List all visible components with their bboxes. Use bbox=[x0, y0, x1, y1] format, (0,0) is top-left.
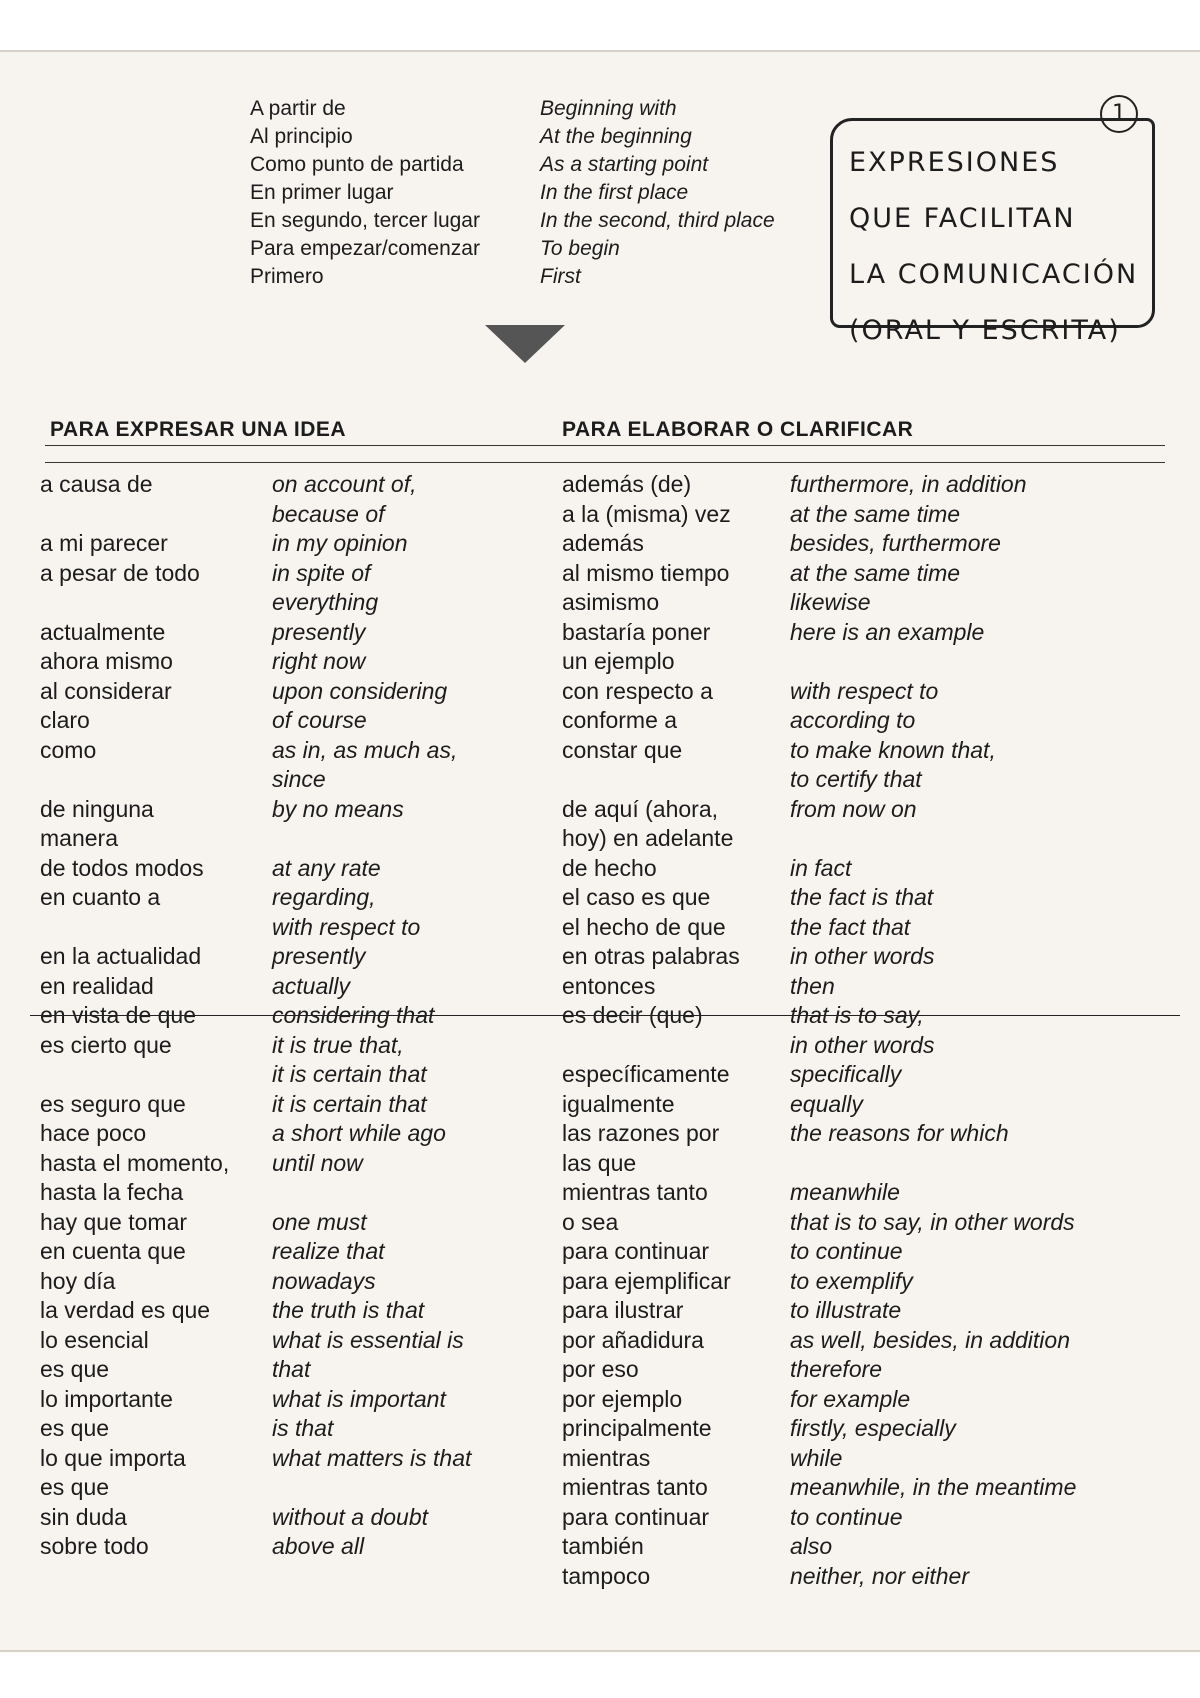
phrase-es bbox=[40, 765, 229, 795]
phrase-en: regarding, bbox=[272, 884, 376, 910]
phrase-es: hace poco bbox=[40, 1120, 147, 1146]
phrase-en: from now on bbox=[790, 795, 917, 822]
phrase-es: conforme a bbox=[562, 707, 678, 733]
phrase-en: while bbox=[790, 1444, 843, 1471]
phrase-en: for example bbox=[790, 1385, 911, 1412]
phrase-en: besides, furthermore bbox=[790, 530, 1001, 556]
phrase-en: a short while ago bbox=[272, 1120, 446, 1146]
phrase-en: because of bbox=[272, 500, 385, 527]
phrase-en: what is important bbox=[272, 1385, 446, 1412]
phrase-es: al considerar bbox=[40, 677, 172, 704]
phrase-en: equally bbox=[790, 1090, 863, 1117]
phrase-es: es que bbox=[40, 1356, 110, 1382]
phrase-en: in other words bbox=[790, 943, 935, 969]
heading-expresar: PARA EXPRESAR UNA IDEA bbox=[50, 418, 347, 441]
intro-english-column bbox=[540, 95, 840, 291]
phrase-es: a la (misma) vez bbox=[562, 500, 731, 527]
phrase-es: constar que bbox=[562, 736, 683, 763]
phrase-es: hasta el momento, bbox=[40, 1149, 230, 1176]
phrase-es: para ilustrar bbox=[562, 1297, 684, 1323]
phrase-en: is that bbox=[272, 1415, 334, 1441]
phrase-es: o sea bbox=[562, 1208, 619, 1235]
phrase-en: the reasons for which bbox=[790, 1120, 1009, 1146]
phrase-es: es decir (que) bbox=[562, 1002, 703, 1028]
intro-phrase-es: Para empezar/comenzar bbox=[250, 237, 480, 260]
phrase-en bbox=[790, 647, 1076, 677]
phrase-en: one must bbox=[272, 1208, 367, 1235]
intro-phrase-en: As a starting point bbox=[540, 153, 709, 176]
phrase-en: to continue bbox=[790, 1238, 903, 1264]
phrase-es bbox=[40, 500, 229, 530]
phrase-es: al mismo tiempo bbox=[562, 559, 730, 586]
phrase-es: igualmente bbox=[562, 1090, 675, 1117]
intro-phrase-en: At the beginning bbox=[540, 125, 692, 148]
phrase-es: entonces bbox=[562, 972, 656, 999]
phrase-en: to illustrate bbox=[790, 1297, 902, 1323]
phrase-en bbox=[272, 1178, 471, 1208]
phrase-es: principalmente bbox=[562, 1415, 712, 1441]
title-line: LA COMUNICACIÓN bbox=[849, 259, 1139, 290]
phrase-en: actually bbox=[272, 972, 350, 999]
phrase-es: mientras tanto bbox=[562, 1474, 708, 1500]
phrase-es: hay que tomar bbox=[40, 1208, 188, 1235]
phrase-en: at the same time bbox=[790, 500, 961, 527]
title-line: (ORAL Y ESCRITA) bbox=[849, 315, 1121, 346]
phrase-es: sobre todo bbox=[40, 1533, 149, 1559]
intro-phrase-es: A partir de bbox=[250, 97, 346, 120]
intro-spanish-column bbox=[250, 95, 530, 291]
intro-phrase-en: Beginning with bbox=[540, 97, 677, 120]
phrase-en: here is an example bbox=[790, 618, 985, 645]
phrase-en: according to bbox=[790, 707, 916, 733]
phrase-es: de ninguna bbox=[40, 795, 154, 822]
phrase-es: en vista de que bbox=[40, 1002, 197, 1028]
intro-phrase-en: To begin bbox=[540, 237, 620, 260]
phrase-es: de aquí (ahora, bbox=[562, 795, 719, 822]
phrase-es: en realidad bbox=[40, 972, 154, 999]
phrase-es: para continuar bbox=[562, 1503, 710, 1530]
phrase-en: in my opinion bbox=[272, 530, 408, 556]
phrase-en: the fact is that bbox=[790, 884, 934, 910]
phrase-en: considering that bbox=[272, 1002, 435, 1028]
phrase-es: ahora mismo bbox=[40, 648, 173, 674]
phrase-es: mientras bbox=[562, 1444, 651, 1471]
phrase-en: specifically bbox=[790, 1061, 902, 1087]
elaborar-english-column bbox=[790, 470, 1076, 1591]
phrase-es: específicamente bbox=[562, 1061, 730, 1087]
phrase-es bbox=[40, 588, 229, 618]
heading-rule bbox=[45, 445, 1165, 446]
page-number: 1 bbox=[1100, 95, 1138, 133]
handwritten-title-box bbox=[830, 118, 1155, 346]
phrase-en: the fact that bbox=[790, 913, 911, 940]
phrase-es: para continuar bbox=[562, 1238, 710, 1264]
phrase-es: la verdad es que bbox=[40, 1297, 211, 1323]
phrase-es bbox=[40, 913, 229, 943]
intro-phrase-en: In the first place bbox=[540, 181, 689, 204]
phrase-es: además (de) bbox=[562, 471, 692, 497]
phrase-en: presently bbox=[272, 943, 366, 969]
phrase-es: también bbox=[562, 1533, 644, 1559]
phrase-en: that is to say, in other words bbox=[790, 1208, 1075, 1235]
phrase-en: as in, as much as, bbox=[272, 736, 458, 763]
phrase-en: likewise bbox=[790, 589, 871, 615]
phrase-en: with respect to bbox=[272, 913, 421, 940]
phrase-en: in spite of bbox=[272, 559, 371, 586]
phrase-en: everything bbox=[272, 589, 379, 615]
phrase-es: de todos modos bbox=[40, 854, 204, 881]
phrase-en: it is certain that bbox=[272, 1090, 427, 1117]
phrase-en: then bbox=[790, 972, 835, 999]
phrase-es: claro bbox=[40, 707, 90, 733]
phrase-es: asimismo bbox=[562, 589, 660, 615]
phrase-es: un ejemplo bbox=[562, 648, 675, 674]
phrase-es bbox=[562, 765, 740, 795]
phrase-es: en la actualidad bbox=[40, 943, 202, 969]
phrase-en: upon considering bbox=[272, 677, 448, 704]
phrase-en bbox=[272, 824, 471, 854]
phrase-es: a pesar de todo bbox=[40, 559, 200, 586]
phrase-es: hasta la fecha bbox=[40, 1179, 184, 1205]
phrase-en: meanwhile, in the meantime bbox=[790, 1474, 1077, 1500]
phrase-es: manera bbox=[40, 825, 118, 851]
phrase-en: meanwhile bbox=[790, 1179, 900, 1205]
phrase-es: por ejemplo bbox=[562, 1385, 683, 1412]
phrase-es: de hecho bbox=[562, 854, 657, 881]
phrase-en: right now bbox=[272, 648, 366, 674]
phrase-es: es que bbox=[40, 1474, 110, 1500]
phrase-en: neither, nor either bbox=[790, 1562, 970, 1589]
intro-phrase-es: Al principio bbox=[250, 125, 353, 148]
phrase-es: tampoco bbox=[562, 1562, 651, 1589]
phrase-es: a causa de bbox=[40, 471, 153, 497]
phrase-es: hoy) en adelante bbox=[562, 825, 734, 851]
phrase-en: at any rate bbox=[272, 854, 381, 881]
intro-phrase-es: En primer lugar bbox=[250, 181, 394, 204]
phrase-es: bastaría poner bbox=[562, 618, 711, 645]
intro-phrase-es: En segundo, tercer lugar bbox=[250, 209, 480, 232]
phrase-es: es cierto que bbox=[40, 1031, 172, 1058]
phrase-en: the truth is that bbox=[272, 1297, 425, 1323]
phrase-en: that bbox=[272, 1356, 311, 1382]
phrase-es: el hecho de que bbox=[562, 913, 726, 940]
phrase-en: firstly, especially bbox=[790, 1415, 956, 1441]
phrase-en: by no means bbox=[272, 795, 404, 822]
title-line: EXPRESIONES bbox=[849, 147, 1060, 178]
phrase-en: as well, besides, in addition bbox=[790, 1326, 1070, 1353]
phrase-es: las que bbox=[562, 1149, 637, 1176]
phrase-en bbox=[790, 824, 1076, 854]
phrase-en: with respect to bbox=[790, 677, 939, 704]
phrase-en: in other words bbox=[790, 1031, 935, 1058]
phrase-en: in fact bbox=[790, 854, 852, 881]
phrase-es: el caso es que bbox=[562, 884, 711, 910]
heading-rule-lower bbox=[45, 462, 1165, 463]
phrase-es: por eso bbox=[562, 1356, 639, 1382]
phrase-es: actualmente bbox=[40, 618, 166, 645]
phrase-es: para ejemplificar bbox=[562, 1267, 731, 1294]
phrase-en: realize that bbox=[272, 1238, 385, 1264]
phrase-en: until now bbox=[272, 1149, 363, 1176]
phrase-es: a mi parecer bbox=[40, 530, 168, 556]
phrase-es: es que bbox=[40, 1415, 110, 1441]
phrase-en: at the same time bbox=[790, 559, 961, 586]
phrase-en: above all bbox=[272, 1533, 365, 1559]
phrase-en: without a doubt bbox=[272, 1503, 429, 1530]
phrase-en bbox=[790, 1149, 1076, 1179]
phrase-en: on account of, bbox=[272, 471, 417, 497]
phrase-es: en otras palabras bbox=[562, 943, 740, 969]
intro-phrase-es: Primero bbox=[250, 265, 324, 288]
title-line: QUE FACILITAN bbox=[849, 203, 1076, 234]
phrase-es: hoy día bbox=[40, 1267, 116, 1294]
phrase-es: por añadidura bbox=[562, 1326, 704, 1353]
phrase-es: en cuanto a bbox=[40, 884, 161, 910]
strike-line bbox=[30, 1015, 1180, 1016]
phrase-es bbox=[562, 1031, 740, 1061]
phrase-en: furthermore, in addition bbox=[790, 471, 1027, 497]
phrase-es: en cuenta que bbox=[40, 1238, 186, 1264]
elaborar-spanish-column bbox=[562, 470, 740, 1591]
phrase-en bbox=[272, 1473, 471, 1503]
phrase-en: also bbox=[790, 1533, 833, 1559]
phrase-es: mientras tanto bbox=[562, 1179, 708, 1205]
phrase-en: to certify that bbox=[790, 766, 922, 792]
phrase-en: since bbox=[272, 766, 326, 792]
phrase-en: it is true that, bbox=[272, 1031, 404, 1058]
phrase-es: es seguro que bbox=[40, 1090, 186, 1117]
phrase-en: what matters is that bbox=[272, 1444, 472, 1471]
phrase-en: therefore bbox=[790, 1356, 883, 1382]
phrase-es: como bbox=[40, 736, 97, 763]
heading-elaborar: PARA ELABORAR O CLARIFICAR bbox=[562, 418, 914, 441]
phrase-es: lo importante bbox=[40, 1385, 173, 1412]
intro-phrase-es: Como punto de partida bbox=[250, 153, 464, 176]
phrase-es: sin duda bbox=[40, 1503, 127, 1530]
phrase-en: to make known that, bbox=[790, 736, 996, 763]
phrase-en: what is essential is bbox=[272, 1326, 464, 1353]
phrase-en: it is certain that bbox=[272, 1061, 427, 1087]
phrase-es: con respecto a bbox=[562, 677, 713, 704]
phrase-en: nowadays bbox=[272, 1267, 376, 1294]
phrase-en: of course bbox=[272, 707, 367, 733]
phrase-es: además bbox=[562, 530, 644, 556]
intro-phrase-en: First bbox=[540, 265, 581, 288]
phrase-es bbox=[40, 1060, 229, 1090]
triangle-marker-icon bbox=[485, 325, 565, 363]
phrase-es: lo que importa bbox=[40, 1444, 186, 1471]
phrase-en: presently bbox=[272, 618, 366, 645]
phrase-en: to continue bbox=[790, 1503, 903, 1530]
phrase-en: to exemplify bbox=[790, 1267, 913, 1294]
intro-phrase-en: In the second, third place bbox=[540, 209, 775, 232]
phrase-es: lo esencial bbox=[40, 1326, 149, 1353]
phrase-en: that is to say, bbox=[790, 1002, 924, 1028]
phrase-es: las razones por bbox=[562, 1120, 720, 1146]
